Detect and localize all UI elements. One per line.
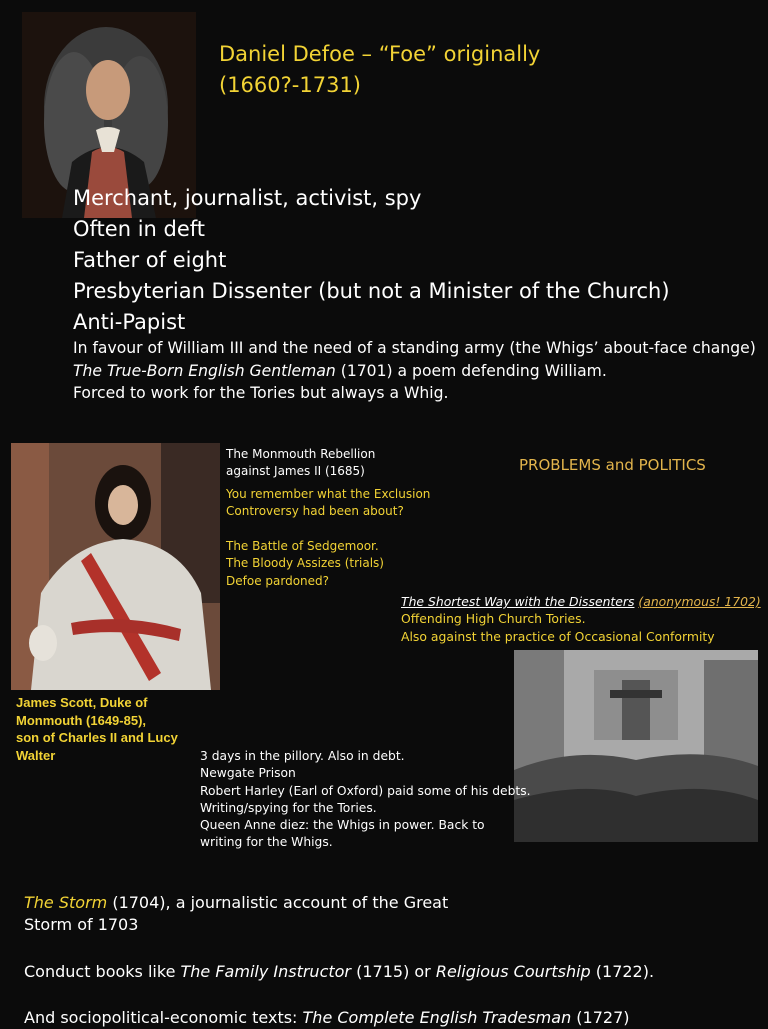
conduct-pre: Conduct books like [24,962,181,981]
bio-item: Often in deft [73,217,206,241]
storm-title: The Storm [24,893,108,912]
conduct-title-2: Religious Courtship [435,962,591,981]
pillory-line: 3 days in the pillory. Also in debt. [200,749,405,763]
shortest-line-3: Also against the practice of Occasional Conformity [401,628,715,644]
caption-line-3: son of Charles II and Lucy [16,730,178,745]
monmouth-line-2: against James II (1685) [226,464,365,479]
shortest-title: The Shortest Way with the Dissenters [401,594,635,609]
shortest-way [401,593,761,645]
bio-detail-william: In favour of William III and the need of a standing army (the Whigs’ about-face change) [73,339,756,357]
bio-detail-tories: Forced to work for the Tories but always a Whig. [73,384,449,402]
caption-line-2: Monmouth (1649-85), [16,712,147,728]
shortest-note: (anonymous! 1702) [638,594,761,609]
socio-title: The Complete English Tradesman [302,1008,572,1027]
pillory-line: Queen Anne diez: the Whigs in power. Back to [200,818,485,833]
storm-entry [24,892,448,936]
bio-item: Anti-Papist [73,310,186,334]
bio-item: Father of eight [73,248,227,272]
title-line-1: Daniel Defoe – “Foe” originally [219,42,541,66]
monmouth-line-1: The Monmouth Rebellion [226,447,376,461]
poem-rest: (1701) a poem defending William. [335,361,607,380]
monmouth-rebellion [226,446,375,481]
shortest-title-line [401,593,761,610]
caption-line-1: James Scott, Duke of [16,695,148,710]
sedgemoor-notes [226,538,384,590]
socio-pre: And sociopolitical-economic texts: [24,1008,303,1027]
socio-texts [24,1007,630,1029]
monmouth-portrait-art [11,443,220,690]
pillory-engraving-art [514,650,758,842]
storm-line-2: Storm of 1703 [24,915,139,934]
bio-item: Merchant, journalist, activist, spy [73,186,422,210]
conduct-mid: (1715) or [351,962,436,981]
sedgemoor-line-3: Defoe pardoned? [226,573,330,588]
poem-title: The True-Born English Gentleman [73,361,336,380]
bio-list [73,183,670,338]
exclusion-question [226,486,430,521]
pillory-line: Robert Harley (Earl of Oxford) paid some of his debts. [200,783,531,798]
question-line-1: You remember what the Exclusion [226,487,431,501]
page-title [219,39,540,101]
conduct-title-1: The Family Instructor [180,962,352,981]
pillory-line: writing for the Whigs. [200,835,333,850]
pillory-engraving [514,650,758,842]
problems-heading: PROBLEMS and POLITICS [519,456,706,474]
pillory-notes [200,748,531,852]
storm-rest: (1704), a journalistic account of the Great [107,893,449,912]
socio-end: (1727) [571,1008,630,1027]
caption-line-4: Walter [16,747,56,763]
pillory-line: Newgate Prison [200,766,296,781]
sedgemoor-line-1: The Battle of Sedgemoor. [226,539,379,553]
storm-line-1 [24,892,448,914]
bio-details [73,337,756,405]
conduct-books [24,961,654,983]
bio-item: Presbyterian Dissenter (but not a Minister of the Church) [73,279,670,303]
shortest-line-2: Offending High Church Tories. [401,611,586,627]
title-line-2: (1660?-1731) [219,73,361,97]
sedgemoor-line-2: The Bloody Assizes (trials) [226,556,384,571]
monmouth-caption [16,694,178,764]
conduct-end: (1722). [590,962,655,981]
bio-detail-poem [73,360,756,383]
question-line-2: Controversy had been about? [226,504,404,519]
pillory-line: Writing/spying for the Tories. [200,800,377,815]
monmouth-portrait [11,443,220,690]
